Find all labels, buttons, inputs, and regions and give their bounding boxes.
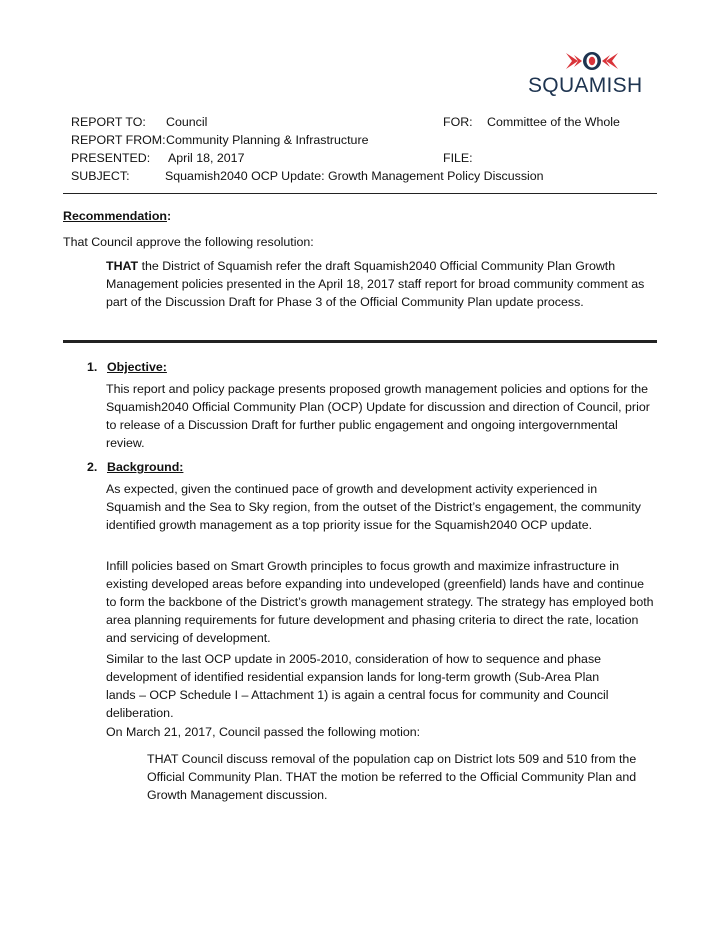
for-label: FOR: [443,115,473,129]
recommendation-heading [63,207,171,225]
background-paragraph-3: Similar to the last OCP update in 2005-2010, consideration of how to sequence and phase development of identified residential expansion lands for long-term growth (Sub-Area Plan lands – OCP Schedule I – Attachment 1) is again a central focus for community and Council deliberation. [106,652,609,720]
background-number: 2. [87,460,98,474]
report-from-value: Community Planning & Infrastructure [166,133,369,147]
resolution-text [106,257,654,311]
council-motion-quote: THAT Council discuss removal of the population cap on District lots 509 and 510 from the Official Community Plan. THAT the motion be referred to the Official Community Plan and Growth Management discussion. [147,752,637,802]
background-paragraph-4: On March 21, 2017, Council passed the following motion: [106,725,421,739]
presented-label: PRESENTED: [71,151,151,165]
recommendation-title: Recommendation [63,209,167,223]
report-to-value: Council [166,115,208,129]
brand-name: SQUAMISH [528,74,643,97]
background-paragraph-2: Infill policies based on Smart Growth principles to focus growth and maximize infrastructure in existing developed areas before expanding into undeveloped (greenfield) lands have and continue to form the backbone of the District’s growth management strategy. The strategy has employed both area planning requirements for future development and phasing criteria to direct the rate, location and servicing of development. [106,559,654,645]
background-paragraph-1: As expected, given the continued pace of growth and development activity experienced in Squamish and the Sea to Sky region, from the outset of the District’s engagement, the community identified growth management as a top priority issue for the Squamish2040 OCP update. [106,482,641,532]
background-title: Background: [107,460,184,474]
resolution-body: the District of Squamish refer the draft Squamish2040 Official Community Plan Growth Management policies presented in the April 18, 2017 staff report for broad community comment as part of the Discussion Draft for Phase 3 of the Official Community Plan update process. [106,259,645,309]
for-value: Committee of the Whole [487,115,620,129]
objective-body: This report and policy package presents proposed growth management policies and options for the Squamish2040 Official Community Plan (OCP) Update for discussion and direction of Council, prior to release of a Discussion Draft for further public engagement and ongoing intergovernmental review. [106,382,650,450]
recommendation-intro: That Council approve the following resolution: [63,235,314,249]
squamish-logo [528,50,656,98]
presented-value: April 18, 2017 [168,151,245,165]
header-divider [63,193,657,194]
resolution-lead: THAT [106,259,139,273]
report-to-label: REPORT TO: [71,115,146,129]
objective-number: 1. [87,360,98,374]
squamish-emblem-icon [564,50,620,72]
report-from-label: REPORT FROM: [71,133,166,147]
objective-title: Objective: [107,360,167,374]
file-label: FILE: [443,151,473,165]
recommendation-colon: : [166,209,172,223]
subject-label: SUBJECT: [71,169,130,183]
recommendation-divider [63,340,657,343]
subject-value: Squamish2040 OCP Update: Growth Management Policy Discussion [165,169,544,183]
